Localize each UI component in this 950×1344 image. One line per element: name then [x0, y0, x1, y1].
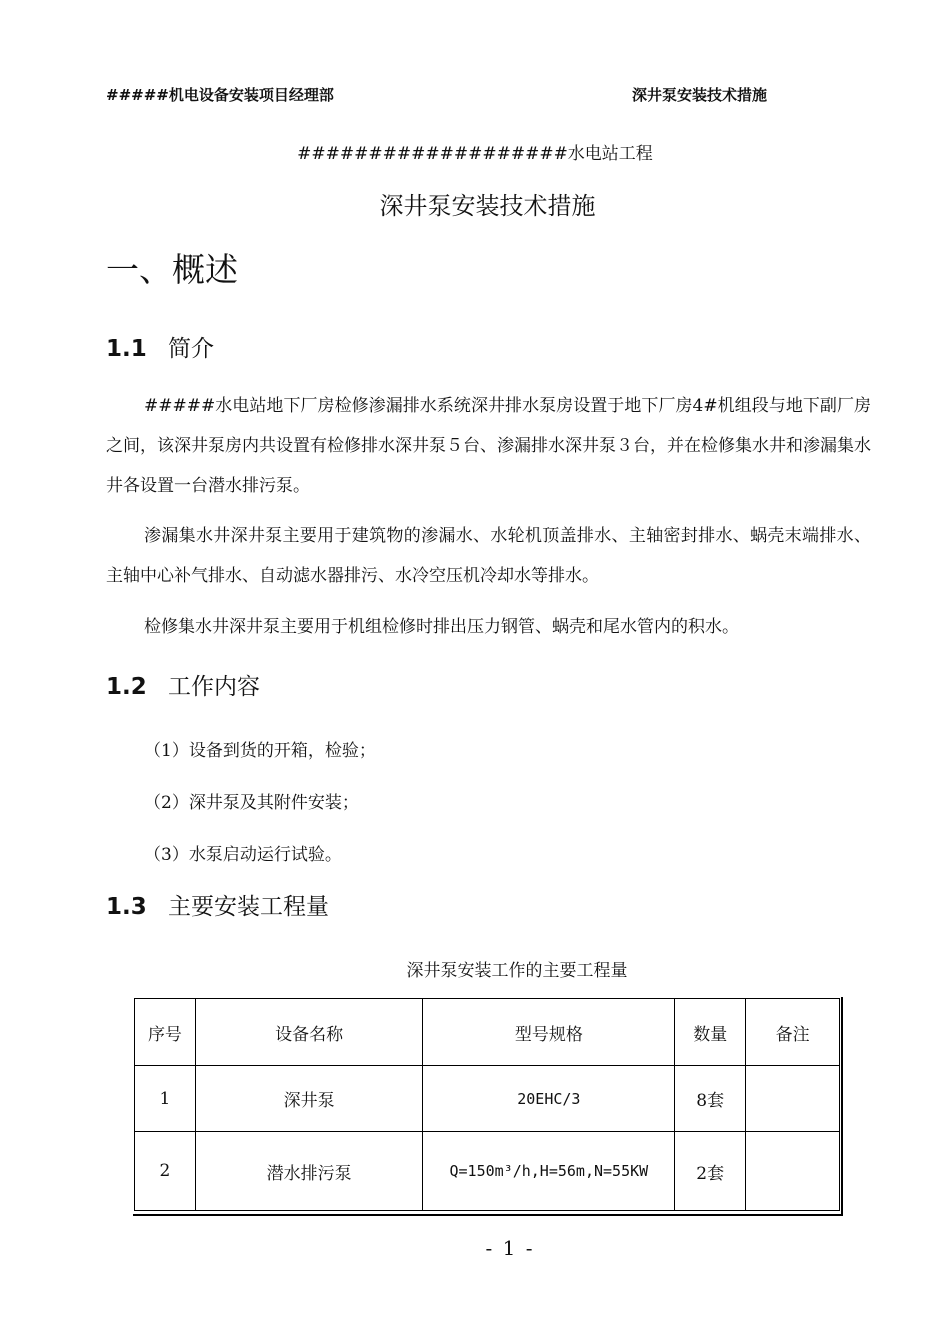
subsection-number: 1.2	[106, 674, 147, 700]
list-item: （3）水泵启动运行试验。	[144, 845, 342, 865]
paragraph: 检修集水井深井泵主要用于机组检修时排出压力钢管、蜗壳和尾水管内的积水。	[144, 617, 739, 637]
paragraph: 渗漏集水井深井泵主要用于建筑物的渗漏水、水轮机顶盖排水、主轴密封排水、蜗壳末端排水、主轴中心补气排水、自动滤水器排污、水冷空压机冷却水等排水。	[106, 526, 871, 586]
list-item: （1）设备到货的开箱，检验；	[144, 741, 376, 761]
table-header-cell: 备注	[746, 999, 840, 1066]
page-number: - 1 -	[485, 1236, 535, 1260]
table-header-cell: 序号	[135, 999, 196, 1066]
quantities-table	[134, 998, 840, 1211]
table-cell	[746, 1132, 840, 1211]
table-cell: 20EHC/3	[423, 1066, 675, 1132]
table-header-cell: 设备名称	[195, 999, 423, 1066]
subsection-heading-1-2	[106, 668, 260, 701]
header-right: 深井泵安装技术措施	[632, 86, 768, 104]
table-header-row	[135, 999, 840, 1066]
section-heading: 一、概述	[106, 250, 238, 289]
list-item: （2）深井泵及其附件安装；	[144, 793, 359, 813]
subsection-title: 主要安装工程量	[168, 894, 329, 920]
table-row	[135, 1132, 840, 1211]
subsection-title: 简介	[168, 336, 214, 362]
table-cell: 潜水排污泵	[195, 1132, 423, 1211]
table-cell: 2	[135, 1132, 196, 1211]
table-caption: 深井泵安装工作的主要工程量	[406, 961, 628, 981]
table-cell: 8套	[675, 1066, 746, 1132]
table-header-cell: 数量	[675, 999, 746, 1066]
project-title: ###################水电站工程	[297, 144, 653, 164]
header-left: #####机电设备安装项目经理部	[106, 86, 334, 104]
subsection-number: 1.1	[106, 336, 147, 362]
table-cell: 深井泵	[195, 1066, 423, 1132]
subsection-number: 1.3	[106, 894, 147, 920]
table-cell: 1	[135, 1066, 196, 1132]
table-cell: 2套	[675, 1132, 746, 1211]
subsection-title: 工作内容	[168, 674, 260, 700]
subsection-heading-1-3	[106, 888, 329, 921]
table-row	[135, 1066, 840, 1132]
table-cell	[746, 1066, 840, 1132]
table-header-cell: 型号规格	[423, 999, 675, 1066]
subsection-heading-1-1	[106, 330, 214, 363]
document-title: 深井泵安装技术措施	[379, 192, 596, 220]
table-cell: Q=150m³/h,H=56m,N=55KW	[423, 1132, 675, 1211]
paragraph: #####水电站地下厂房检修渗漏排水系统深井排水泵房设置于地下厂房4#机组段与地下副厂房之间，该深井泵房内共设置有检修排水深井泵５台、渗漏排水深井泵３台，并在检修集水井和渗漏集水井各设置一台潜水排污泵。	[106, 396, 871, 496]
